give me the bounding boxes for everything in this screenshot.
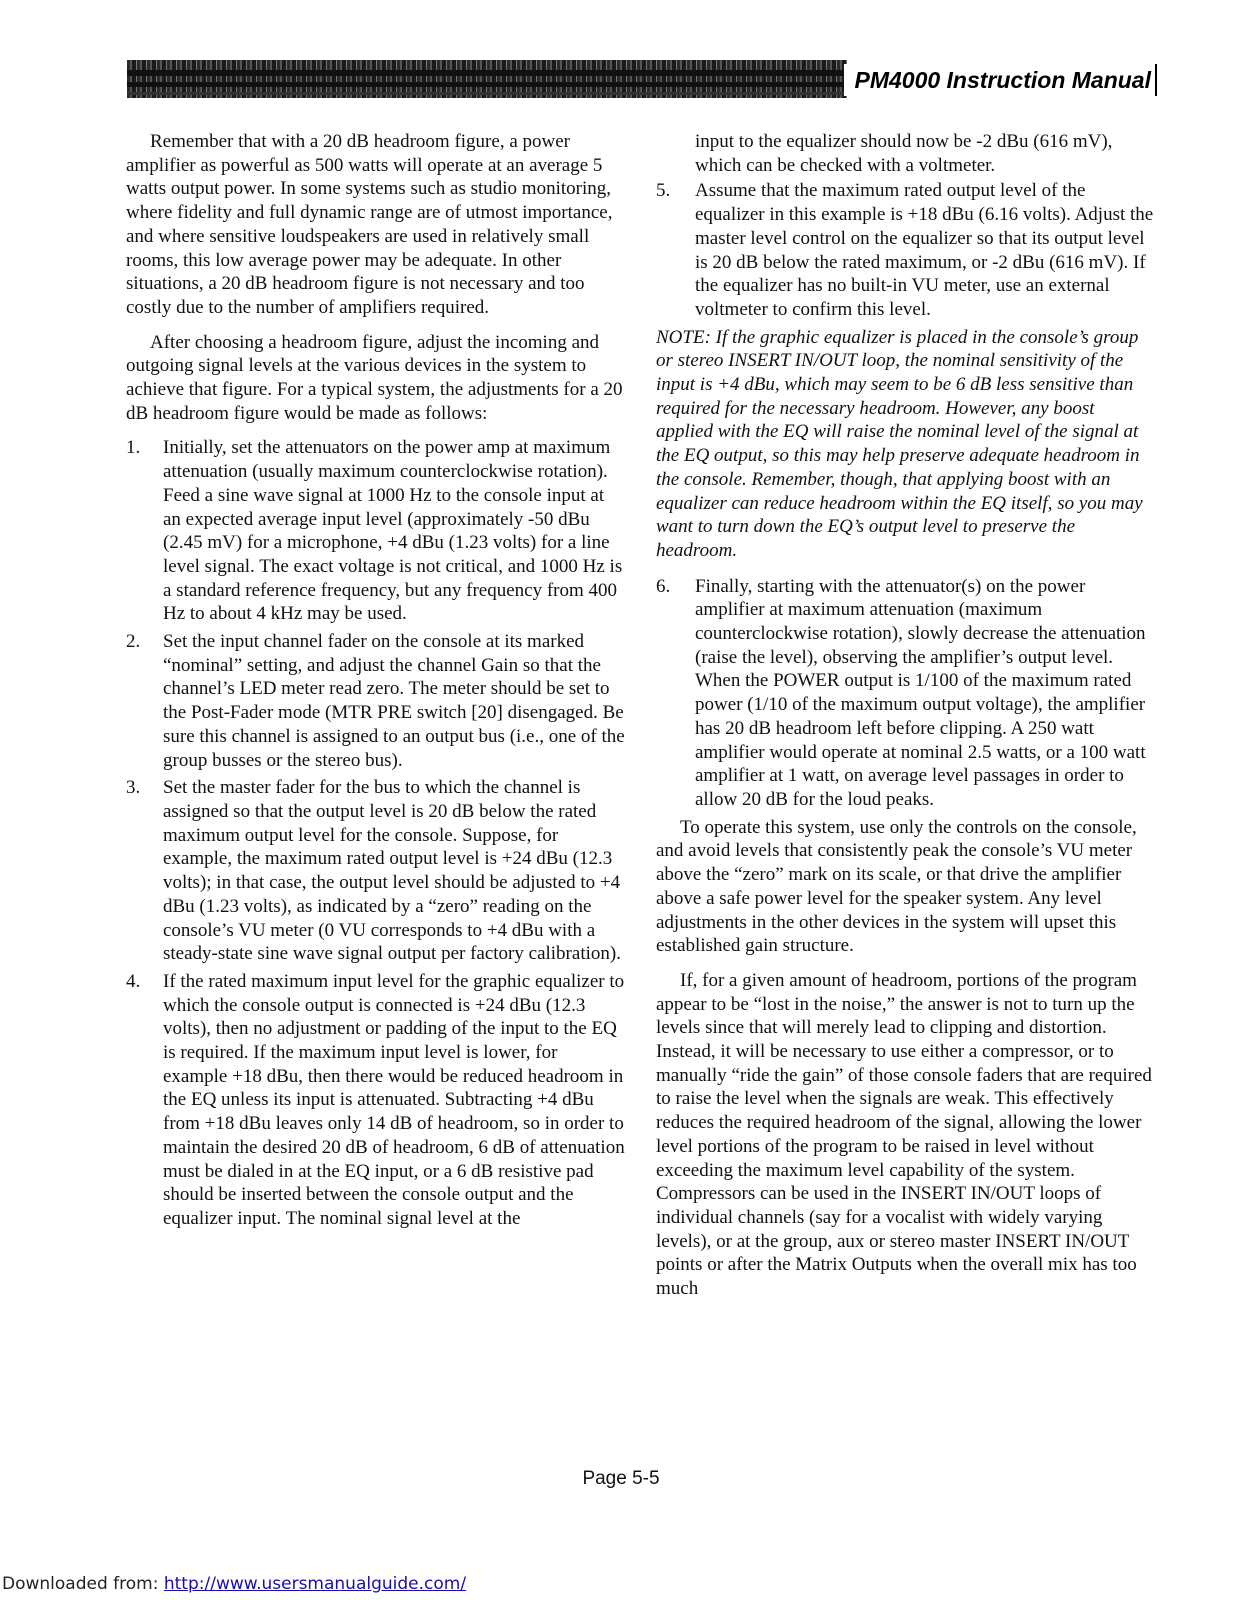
note-paragraph: NOTE: If the graphic equalizer is placed in the console’s group or stereo INSERT IN/OUT loop, the nominal sensitivity of the input is +4 dBu, which may seem to be 6 dB less sensitive than required for the necessary headroom. However, any boost applied with the EQ will raise the nominal level of the signal at the EQ output, so this may help preserve adequate headroom in the console. Remember, though, that applying boost with an equalizer can reduce headroom within the EQ itself, so you may want to turn down the EQ’s output level to preserve the headroom.	[656, 326, 1143, 561]
list-number: 5.	[656, 180, 671, 202]
download-footer	[2, 1574, 466, 1594]
paragraph-operate: To operate this system, use only the controls on the console, and avoid levels that consistently peak the console’s VU meter above the “zero” mark on its scale, or that drive the amplifier above a safe power level for the speaker system. Any level adjustments in the other devices in the system will upset this established gain structure.	[656, 816, 1137, 957]
steps-list	[126, 436, 626, 1230]
manual-title: PM4000 Instruction Manual	[844, 64, 1157, 96]
list-number: 3.	[126, 777, 141, 799]
paragraph-noise: If, for a given amount of headroom, portions of the program appear to be “lost in the noise,” the answer is not to turn up the levels since that will merely lead to clipping and distortion. Instead, it will be necessary to use either a compressor, or to manually “ride the gain” of those console faders that are required to raise the level when the signals are weak. This effectively reduces the required headroom of the signal, allowing the lower level portions of the program to be raised in level without exceeding the maximum level capability of the system. Compressors can be used in the INSERT IN/OUT loops of individual channels (say for a vocalist with widely varying levels), or at the group, aux or stereo master INSERT IN/OUT points or after the Matrix Outputs when the overall mix has too much	[656, 969, 1152, 1300]
paragraph-headroom: Remember that with a 20 dB headroom figure, a power amplifier as powerful as 500 watts will operate at an average 5 watts output power. In some systems such as studio monitoring, where fidelity and full dynamic range are of utmost importance, and where sensitive loudspeakers are used in relatively small rooms, this low average power may be adequate. In other situations, a 20 dB headroom figure is not necessary and too costly due to the number of amplifiers required.	[126, 131, 613, 318]
list-text: Initially, set the attenuators on the power amp at maximum attenuation (usually maximum counterclockwise rotation). Feed a sine wave signal at 1000 Hz to the console input at an expected average input level (approximately -50 dBu (2.45 mV) for a microphone, +4 dBu (1.23 volts) for a line level signal. The exact voltage is not critical, and 1000 Hz is a standard reference frequency, but any frequency from 400 Hz to about 4 kHz may be used.	[163, 437, 623, 625]
list-number: 4.	[126, 970, 141, 992]
list-item-continuation: input to the equalizer should now be -2 dBu (616 mV), which can be checked with a voltmeter.	[695, 131, 1113, 176]
list-item	[126, 776, 626, 966]
left-column	[126, 130, 626, 1235]
list-text: If the rated maximum input level for the graphic equalizer to which the console output is connected is +24 dBu (12.3 volts), then no adjustment or padding of the input to the EQ is required. If the maximum input level is lower, for example +18 dBu, then there would be reduced headroom in the EQ unless its input is attenuated. Subtracting +4 dBu from +18 dBu leaves only 14 dB of headroom, so in order to maintain the desired 20 dB of headroom, 6 dB of attenuation must be dialed in at the EQ input, or a 6 dB resistive pad should be inserted between the console output and the equalizer input. The nominal signal level at the	[163, 970, 625, 1229]
list-item	[126, 970, 626, 1231]
page-number: Page 5-5	[582, 1468, 660, 1489]
list-text: Finally, starting with the attenuator(s) on the power amplifier at maximum attenuation (maximum counterclockwise rotation), slowly decrease the attenuation (raise the level), observing the amplifier’s output level. When the POWER output is 1/100 of the maximum rated power (1/10 of the maximum output voltage), the amplifier has 20 dB headroom left before clipping. A 250 watt amplifier would operate at nominal 2.5 watts, or a 100 watt amplifier at 1 watt, on average level passages in order to allow 20 dB for the loud peaks.	[695, 575, 1146, 810]
list-item	[126, 436, 626, 626]
source-link[interactable]: http://www.usersmanualguide.com/	[163, 1574, 467, 1594]
list-item	[656, 179, 1156, 321]
list-text: Set the input channel fader on the console at its marked “nominal” setting, and adjust the channel Gain so that the channel’s LED meter read zero. The meter should be set to the Post-Fader mode (MTR PRE switch [20] disengaged. Be sure this channel is assigned to an output bus (i.e., one of the group busses or the stereo bus).	[163, 631, 625, 771]
list-text: Set the master fader for the bus to which the channel is assigned so that the output level is 20 dB below the rated maximum output level for the console. Suppose, for example, the maximum rated output level is +24 dBu (12.3 volts); in that case, the output level should be adjusted to +4 dBu (1.23 volts), as indicated by a “zero” reading on the console’s VU meter (0 VU corresponds to +4 dBu with a steady-state sine wave signal output per factory calibration).	[163, 777, 621, 965]
list-number: 6.	[656, 575, 671, 597]
footer-prefix: Downloaded from:	[2, 1574, 164, 1594]
list-number: 2.	[126, 631, 141, 653]
page-header	[127, 56, 1159, 102]
list-text: Assume that the maximum rated output level of the equalizer in this example is +18 dBu (6.16 volts). Adjust the master level control on the equalizer so that its output level is 20 dB below the rated maximum, or -2 dBu (616 mV). If the equalizer has no built-in VU meter, use an external voltmeter to confirm this level.	[695, 180, 1154, 320]
steps-list	[656, 179, 1156, 321]
list-item	[656, 575, 1156, 812]
right-column	[656, 130, 1156, 1312]
paragraph-adjust: After choosing a headroom figure, adjust the incoming and outgoing signal levels at the various devices in the system to achieve that figure. For a typical system, the adjustments for a 20 dB headroom figure would be made as follows:	[126, 331, 623, 424]
list-item	[126, 630, 626, 772]
list-number: 1.	[126, 437, 141, 459]
steps-list	[656, 575, 1156, 812]
